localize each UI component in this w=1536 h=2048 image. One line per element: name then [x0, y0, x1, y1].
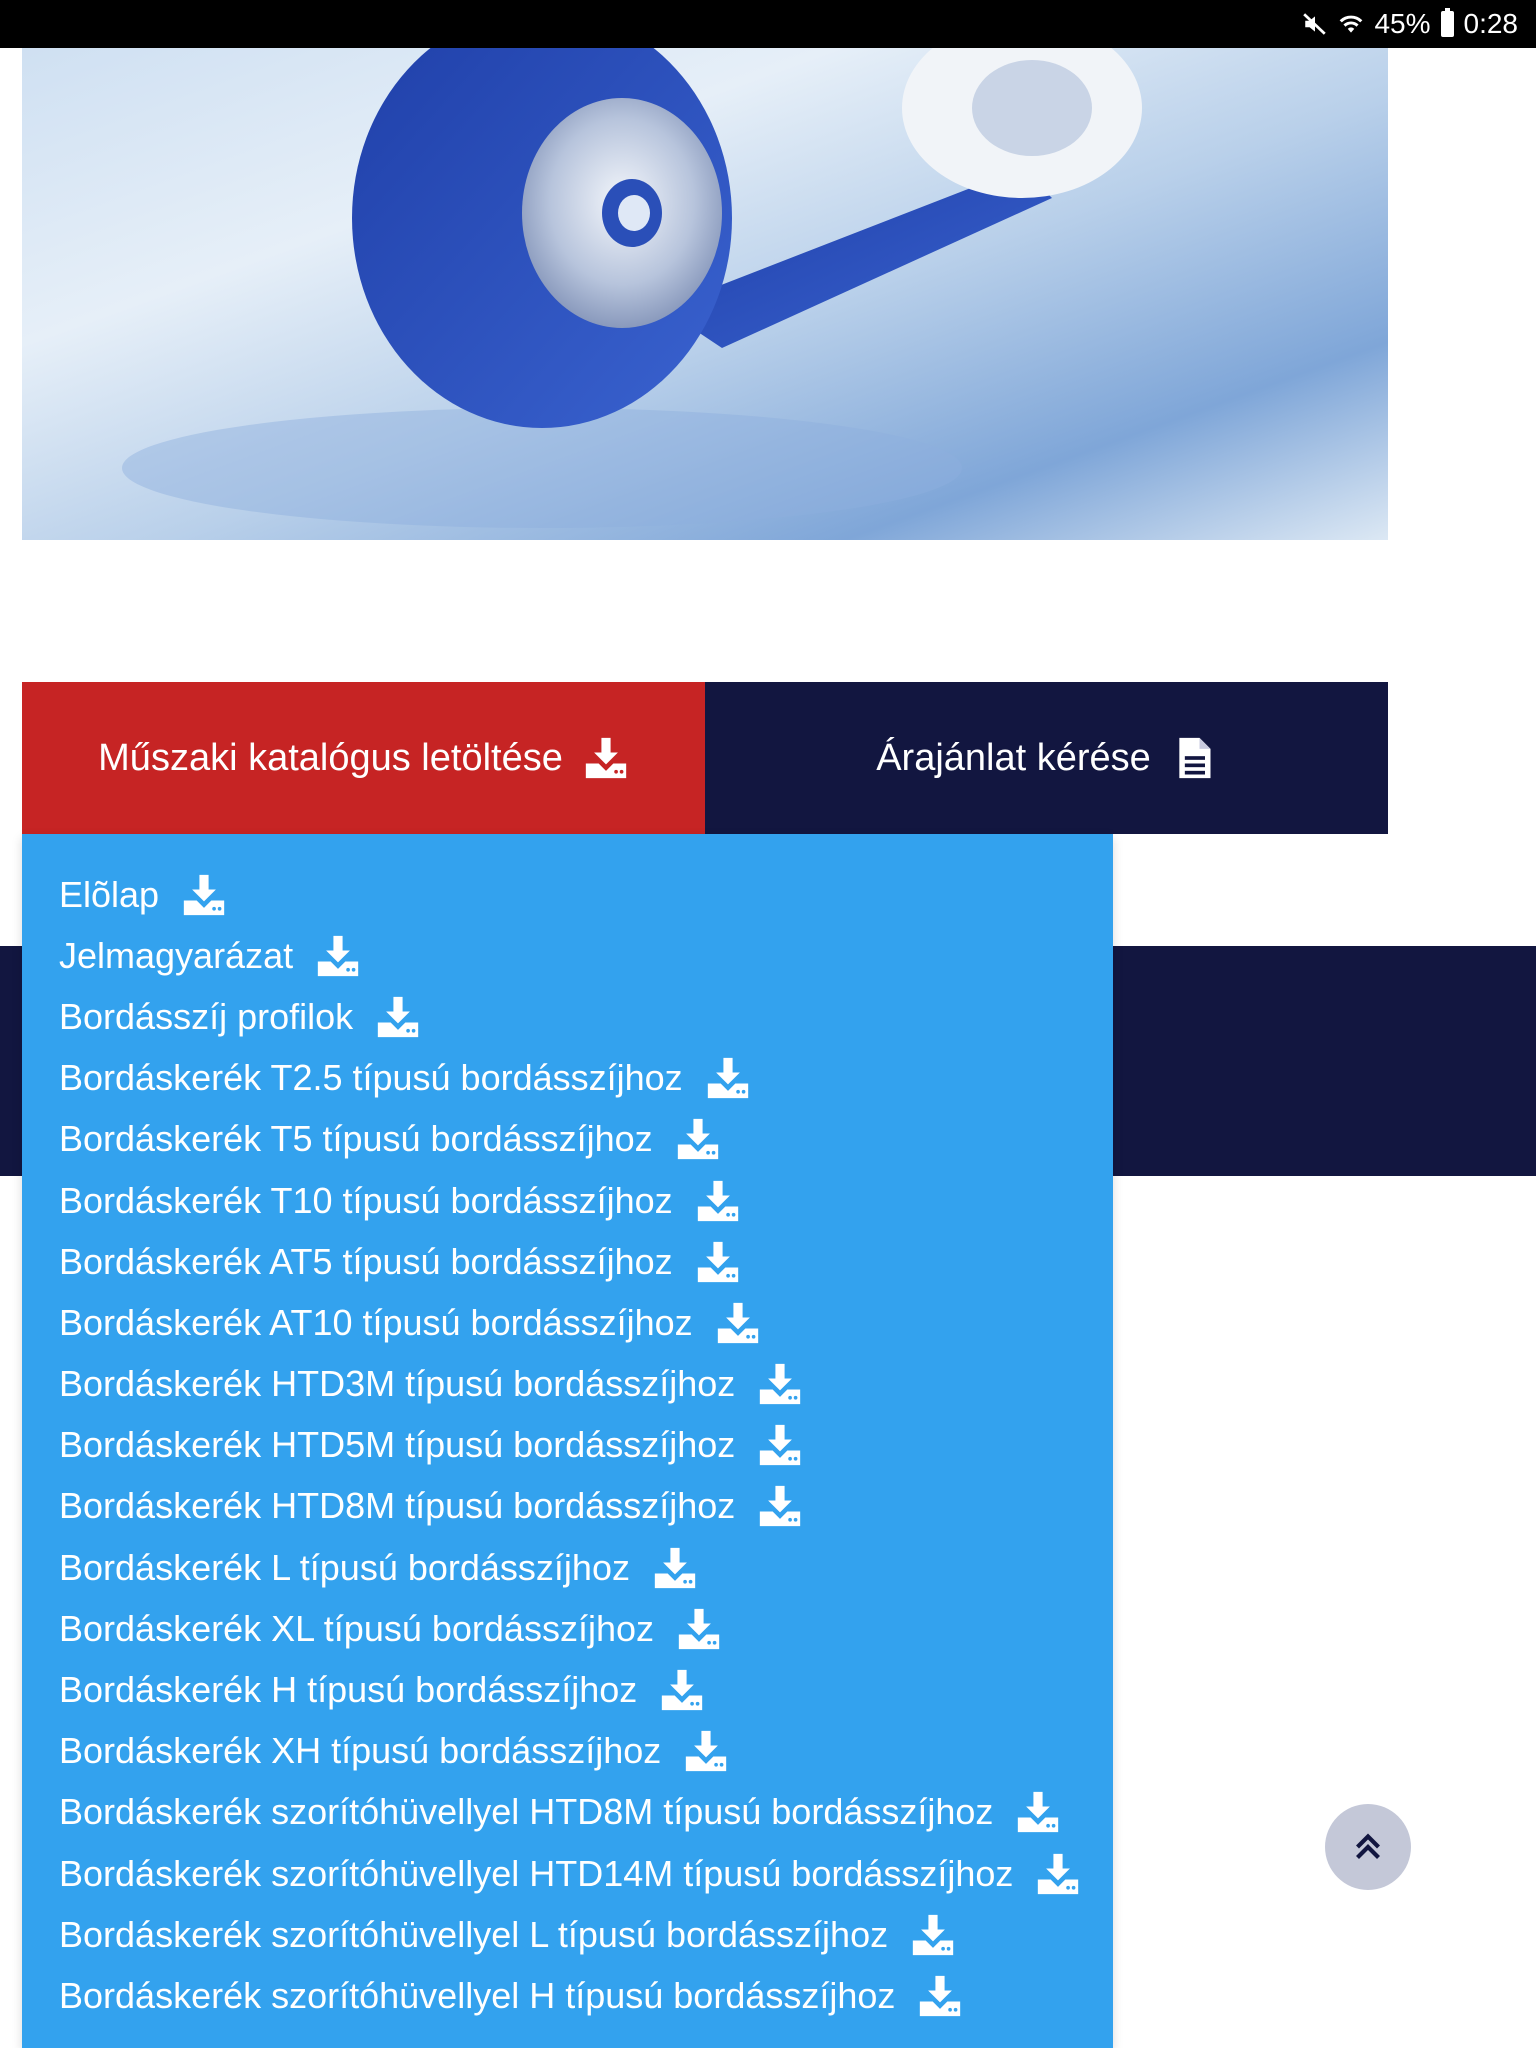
catalog-item-label: Bordáskerék L típusú bordásszíjhoz: [59, 1546, 630, 1588]
catalog-item-label: Bordáskerék HTD8M típusú bordásszíjhoz: [59, 1485, 736, 1527]
catalog-item[interactable]: [22, 1721, 1113, 1782]
quote-request-button[interactable]: [705, 682, 1388, 834]
download-icon: [683, 1729, 729, 1773]
catalog-item[interactable]: [22, 1231, 1113, 1292]
download-icon: [910, 1913, 956, 1957]
catalog-item[interactable]: [22, 1292, 1113, 1353]
battery-percent: 45%: [1374, 8, 1431, 39]
status-bar: [0, 0, 1536, 48]
download-icon: [675, 1117, 721, 1161]
catalog-item[interactable]: [22, 1415, 1113, 1476]
action-buttons: [22, 682, 1388, 834]
catalog-item-label: Bordáskerék H típusú bordásszíjhoz: [59, 1669, 638, 1711]
quote-request-label: Árajánlat kérése: [876, 736, 1151, 779]
catalog-item[interactable]: [22, 1843, 1113, 1904]
download-icon: [375, 995, 421, 1039]
download-icon: [315, 934, 361, 978]
download-icon: [757, 1484, 803, 1528]
catalog-download-button[interactable]: [22, 682, 705, 834]
catalog-item[interactable]: [22, 925, 1113, 986]
catalog-item[interactable]: [22, 864, 1113, 925]
battery-icon: [1441, 11, 1454, 37]
catalog-item-label: Bordáskerék XL típusú bordásszíjhoz: [59, 1607, 654, 1649]
catalog-item-label: Bordásszíj profilok: [59, 995, 354, 1037]
back-to-top-button[interactable]: [1325, 1804, 1411, 1890]
catalog-item-label: Jelmagyarázat: [59, 934, 294, 976]
download-icon: [659, 1668, 705, 1712]
double-chevron-up-icon: [1350, 1829, 1386, 1865]
download-icon: [917, 1974, 963, 2018]
catalog-item-label: Bordáskerék szorítóhüvellyel HTD14M típusú bordásszíjhoz: [59, 1852, 1014, 1894]
catalog-item-label: Bordáskerék szorítóhüvellyel HTD8M típusú bordásszíjhoz: [59, 1791, 994, 1833]
catalog-item[interactable]: [22, 1965, 1113, 2026]
catalog-item[interactable]: [22, 1109, 1113, 1170]
download-icon: [676, 1607, 722, 1651]
catalog-item-label: Bordáskerék XH típusú bordásszíjhoz: [59, 1730, 662, 1772]
catalog-item-label: Bordáskerék HTD5M típusú bordásszíjhoz: [59, 1424, 736, 1466]
catalog-item-label: Bordáskerék AT5 típusú bordásszíjhoz: [59, 1240, 673, 1282]
download-icon: [583, 736, 629, 780]
download-icon: [695, 1240, 741, 1284]
catalog-item-label: Bordáskerék T2.5 típusú bordásszíjhoz: [59, 1057, 683, 1099]
catalog-item-label: Bordáskerék T5 típusú bordásszíjhoz: [59, 1118, 653, 1160]
catalog-item[interactable]: [22, 986, 1113, 1047]
download-icon: [705, 1056, 751, 1100]
catalog-item-label: Bordáskerék T10 típusú bordásszíjhoz: [59, 1179, 673, 1221]
catalog-dropdown: [22, 834, 1113, 2048]
download-icon: [715, 1301, 761, 1345]
catalog-item-label: Bordáskerék HTD3M típusú bordásszíjhoz: [59, 1363, 736, 1405]
catalog-item-label: Bordáskerék szorítóhüvellyel H típusú bordásszíjhoz: [59, 1974, 896, 2016]
catalog-item[interactable]: [22, 1659, 1113, 1720]
catalog-item-label: Bordáskerék AT10 típusú bordásszíjhoz: [59, 1301, 693, 1343]
catalog-item[interactable]: [22, 1537, 1113, 1598]
catalog-item-label: Bordáskerék szorítóhüvellyel L típusú bordásszíjhoz: [59, 1913, 889, 1955]
catalog-item[interactable]: [22, 1782, 1113, 1843]
download-icon: [1035, 1852, 1081, 1896]
catalog-download-label: Műszaki katalógus letöltése: [98, 736, 563, 779]
document-icon: [1171, 736, 1217, 780]
download-icon: [757, 1423, 803, 1467]
mute-icon: [1302, 11, 1328, 37]
download-icon: [181, 873, 227, 917]
download-icon: [1015, 1790, 1061, 1834]
catalog-item[interactable]: [22, 1904, 1113, 1965]
download-icon: [652, 1546, 698, 1590]
download-icon: [695, 1179, 741, 1223]
catalog-item[interactable]: [22, 1598, 1113, 1659]
catalog-list: [22, 834, 1113, 2027]
wifi-icon: [1338, 11, 1364, 37]
hero-image: [22, 48, 1388, 540]
download-icon: [757, 1362, 803, 1406]
clock: 0:28: [1463, 8, 1518, 39]
catalog-item[interactable]: [22, 1170, 1113, 1231]
catalog-item[interactable]: [22, 1354, 1113, 1415]
catalog-item[interactable]: [22, 1048, 1113, 1109]
catalog-item[interactable]: [22, 1476, 1113, 1537]
catalog-item-label: Elõlap: [59, 873, 160, 915]
